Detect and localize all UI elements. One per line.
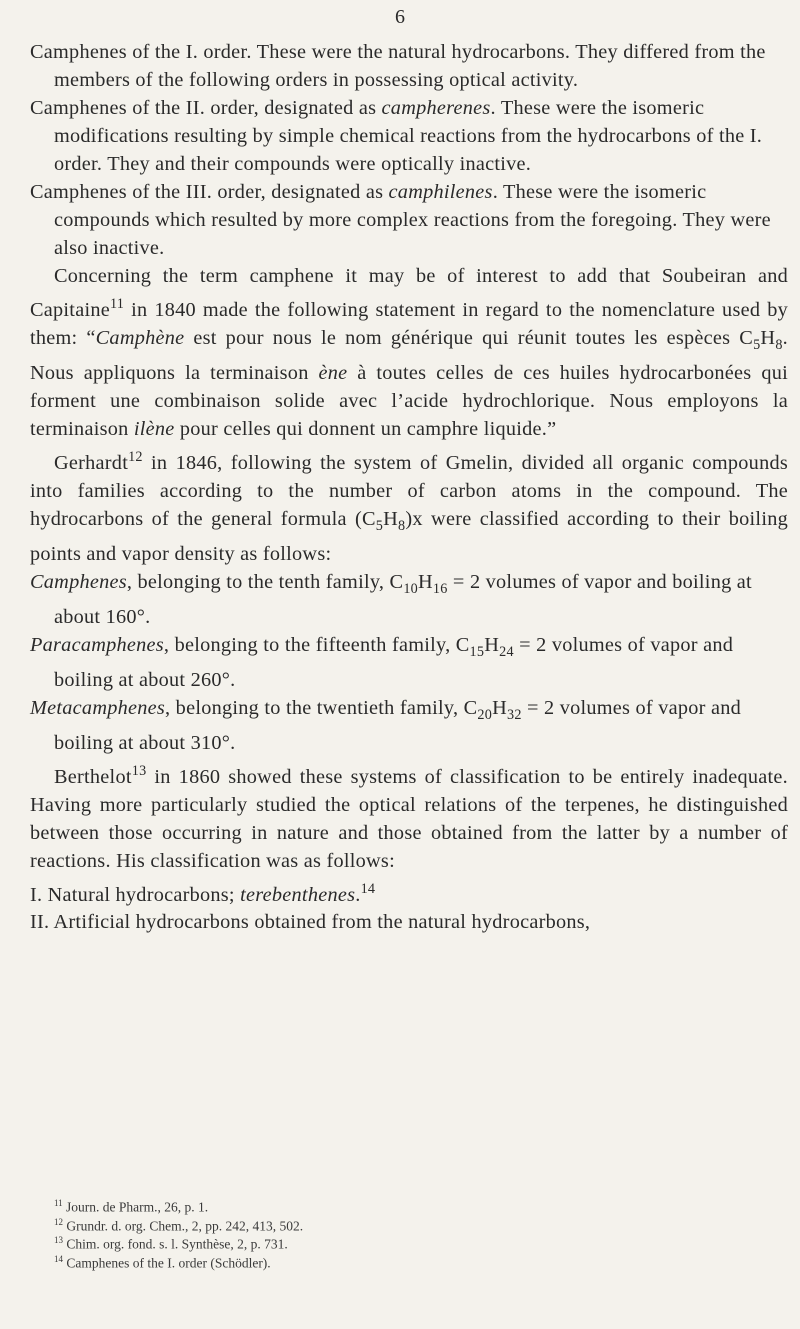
page-number: 6 xyxy=(395,6,405,28)
paragraph-p3: Camphenes of the III. order, designated as camphilenes. These were the isomeric compounds which resulted by more complex reactions from the foregoing. They were also inactive. xyxy=(30,181,771,259)
paragraph-p6: Camphenes, belonging to the tenth family, $C_{10}H_{16} = 2$ volumes of vapor and boiling at about 160°. xyxy=(30,570,752,628)
paragraph-p11: II. Artificial hydrocarbons obtained from the natural hydrocarbons, xyxy=(30,911,591,934)
footnote-f13: $^{13}$ Chim. org. fond. s. l. Synthèse, 2, p. 731. xyxy=(54,1235,288,1252)
footnote-f14: $^{14}$ Camphenes of the I. order (Schödler). xyxy=(54,1253,271,1270)
paragraph-p1: Camphenes of the I. order. These were the natural hydrocarbons. They differed from the members of the following orders in possessing optical activity. xyxy=(30,41,766,91)
paragraph-p7: Paracamphenes, belonging to the fifteenth family, $C_{15}H_{24} = 2$ volumes of vapor and boiling at about 260°. xyxy=(30,633,734,691)
paragraph-p9: Berthelot$^{13}$ in 1860 showed these systems of classification to be entirely inadequate. Having more particularly studied the optical relations of the terpenes, he distinguished between those occurring in nature and those obtained from the latter by a number of reactions. His classification was as follows: xyxy=(30,762,788,872)
body-text xyxy=(30,38,788,936)
paragraph-p4: Concerning the term camphene it may be of interest to add that Soubeiran and Capitaine$^{11}$ in 1840 made the following statement in regard to the nomenclature used by them: “Camphène est pour nous le nom générique qui réunit toutes les espèces $C_5H_8$. Nous appliquons la terminaison ène à toutes celles de ces huiles hydrocarbonées qui forment une combinaison solide avec l’acide hydrochlorique. Nous employons la terminaison ilène pour celles qui donnent un camphre liquide.” xyxy=(30,265,788,440)
footnotes xyxy=(54,1196,754,1270)
footnote-f12: $^{12}$ Grundr. d. org. Chem., 2, pp. 242, 413, 502. xyxy=(54,1216,304,1233)
paragraph-p8: Metacamphenes, belonging to the twentieth family, $C_{20}H_{32} = 2$ volumes of vapor and boiling at about 310°. xyxy=(30,696,742,754)
paragraph-p2: Camphenes of the II. order, designated as campherenes. These were the isomeric modifications resulting by simple chemical reactions from the hydrocarbons of the I. order. They and their compounds were optically inactive. xyxy=(30,97,763,175)
paragraph-p5: Gerhardt$^{12}$ in 1846, following the system of Gmelin, divided all organic compounds into families according to the number of carbon atoms in the compound. The hydrocarbons of the general formula $(C_5H_8)x$ were classified according to their boiling points and vapor density as follows: xyxy=(30,448,788,565)
footnote-f11: $^{11}$ Journ. de Pharm., 26, p. 1. xyxy=(54,1198,209,1215)
paragraph-p10: I. Natural hydrocarbons; terebenthenes.$^{14}$ xyxy=(30,880,376,906)
